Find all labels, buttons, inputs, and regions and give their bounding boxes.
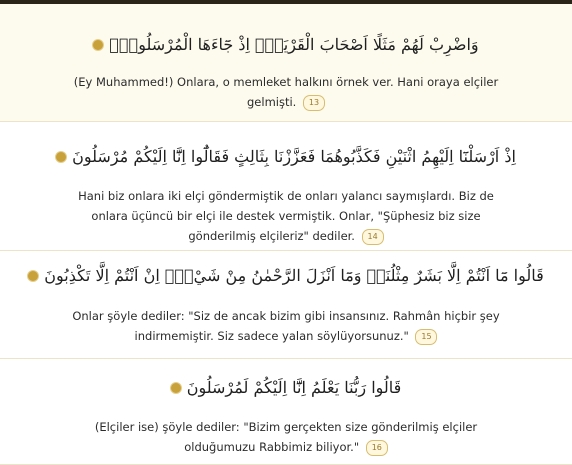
arabic-text-row	[0, 265, 572, 287]
translation-text	[0, 417, 572, 457]
verse-15[interactable]	[0, 251, 572, 359]
translation-body: Onlar şöyle dediler: "Siz de ancak bizim gibi insansınız. Rahmân hiçbir şey indirmemiştir. Siz sadece yalan söylüyorsunuz."	[72, 309, 500, 343]
verse-16[interactable]	[0, 359, 572, 465]
verse-number-badge: 14	[362, 229, 384, 245]
ayah-end-marker-icon	[91, 38, 105, 52]
translation-text	[0, 72, 572, 112]
arabic-text: اِذْ اَرْسَلْنَٓا اِلَيْهِمُ اثْنَيْنِ فَكَذَّبُوهُمَا فَعَزَّزْنَا بِثَالِثٍ فَقَالُٓوا اِنَّٓا اِلَيْكُمْ مُرْسَلُونَ	[72, 147, 516, 166]
ayah-end-marker-icon	[54, 150, 68, 164]
verse-13[interactable]	[0, 4, 572, 122]
arabic-text: وَاضْرِبْ لَهُمْ مَثَلًا اَصْحَابَ الْقَرْيَةِۢ اِذْ جَٓاءَهَا الْمُرْسَلُونَۚ	[109, 35, 479, 54]
translation-body: (Elçiler ise) şöyle dediler: "Bizim gerçekten size gönderilmiş elçiler olduğumuzu Rabbimiz biliyor."	[94, 420, 478, 454]
translation-body: (Ey Muhammed!) Onlara, o memleket halkını örnek ver. Hani oraya elçiler gelmişti.	[73, 75, 499, 109]
arabic-text: قَالُوا مَٓا اَنْتُمْ اِلَّا بَشَرٌ مِثْلُنَاۙ وَمَٓا اَنْزَلَ الرَّحْمٰنُ مِنْ شَيْءٍۙ اِنْ اَنْتُمْ اِلَّا تَكْذِبُونَ	[44, 266, 544, 285]
verse-list	[0, 4, 572, 465]
ayah-end-marker-icon	[169, 381, 183, 395]
verse-14[interactable]	[0, 122, 572, 251]
verse-number-badge: 16	[366, 440, 388, 456]
arabic-text-row	[0, 146, 572, 168]
verse-number-badge: 15	[415, 329, 437, 345]
arabic-text-row	[0, 34, 572, 56]
ayah-end-marker-icon	[26, 269, 40, 283]
translation-body: Hani biz onlara iki elçi göndermiştik de onları yalancı saymışlardı. Biz de onlara üçüncü bir elçi ile destek vermiştik. Onlar, "Şüphesiz biz size gönderilmiş elçileriz" dediler.	[78, 189, 494, 243]
arabic-text-row	[0, 377, 572, 399]
arabic-text: قَالُوا رَبُّنَا يَعْلَمُ اِنَّٓا اِلَيْكُمْ لَمُرْسَلُونَ	[186, 378, 402, 397]
translation-text	[0, 306, 572, 346]
verse-number-badge: 13	[303, 95, 325, 111]
translation-text	[0, 186, 572, 246]
